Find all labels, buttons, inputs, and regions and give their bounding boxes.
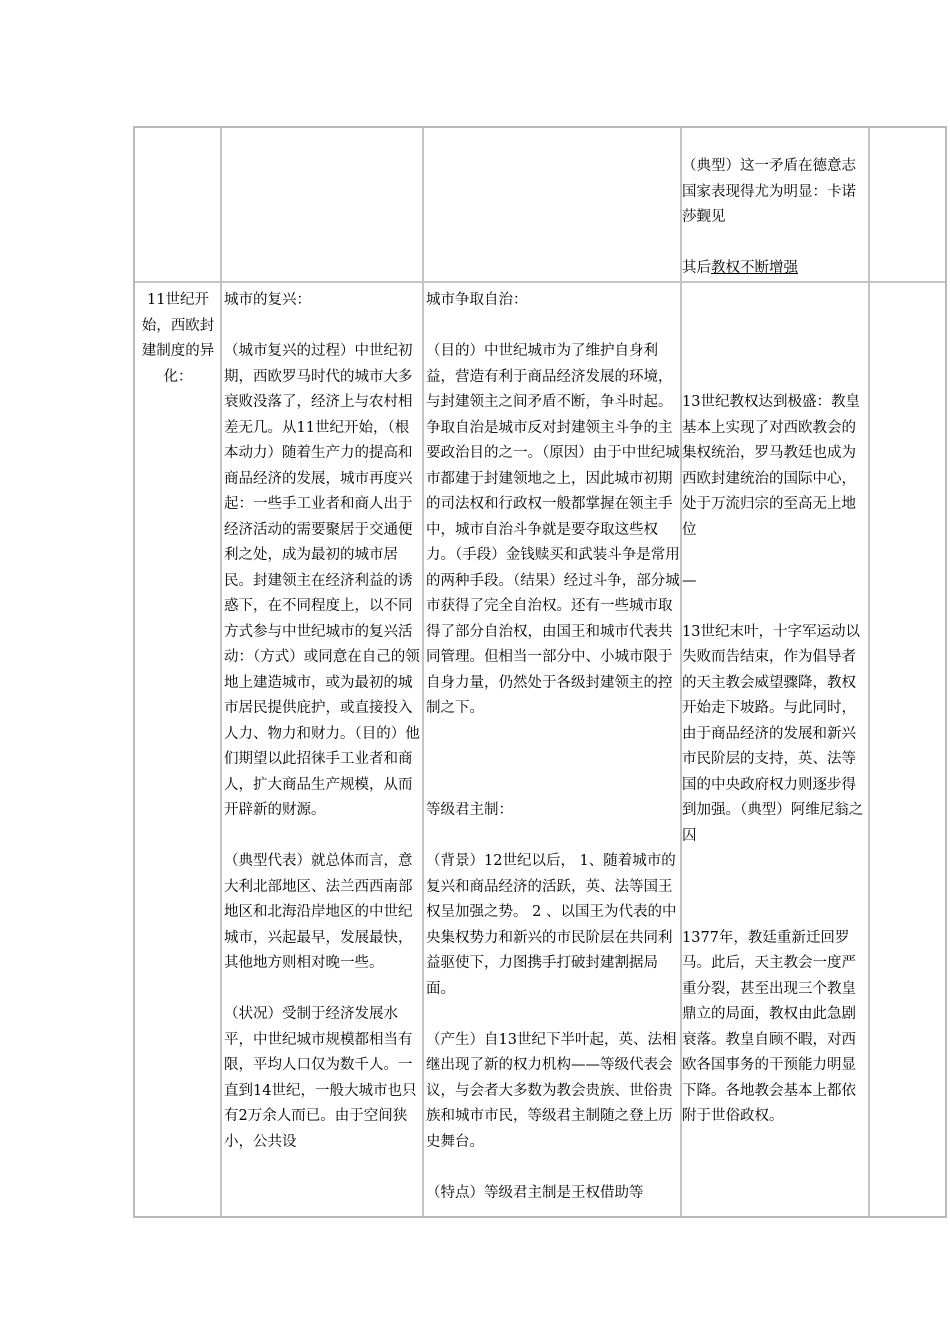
blank-line xyxy=(682,543,868,569)
blank-line xyxy=(426,1002,680,1028)
papal-power-underlined: 教权不断增强 xyxy=(711,260,798,276)
blank-line xyxy=(682,900,868,926)
autonomy-title: 城市争取自治： xyxy=(426,292,528,308)
estates-monarchy-feature: （特点）等级君主制是王权借助等 xyxy=(426,1184,644,1201)
canossa-text: （典型）这一矛盾在德意志国家表现得尤为明显：卡诺莎觐见 xyxy=(682,158,856,225)
row2-col2-cell xyxy=(224,288,422,1214)
blank-line xyxy=(426,1155,680,1181)
blank-line xyxy=(426,314,680,340)
blank-line xyxy=(682,339,868,365)
blank-line xyxy=(682,288,868,314)
blank-line xyxy=(224,314,422,340)
column-divider xyxy=(220,128,222,1216)
blank-line xyxy=(682,231,868,257)
city-revival-typical: （典型代表）就总体而言，意大利北部地区、法兰西西南部地区和北海沿岸地区的中世纪城市，兴起最早，发展最快，其他地方则相对晚一些。 xyxy=(224,853,413,971)
column-divider xyxy=(868,128,870,1216)
column-divider xyxy=(422,128,424,1216)
blank-line xyxy=(682,365,868,391)
schism-text: 1377年，教廷重新迁回罗马。此后，天主教会一度严重分裂，甚至出现三个教皇鼎立的局面，教权由此急剧衰落。教皇自顾不暇，对西欧各国事务的干预能力明显下降。各地教会基本上都依附于世俗政权。 xyxy=(682,929,856,1124)
estates-monarchy-background: （背景）12世纪以后， 1、随着城市的复兴和商品经济的活跃，英、法等国王权呈加强之势。 2 、以国王为代表的中央集权势力和新兴的市民阶层在共同利益驱使下，力图携手打破封建割据局面。 xyxy=(426,853,677,997)
blank-line xyxy=(682,314,868,340)
blank-line xyxy=(682,875,868,901)
papal-peak-text: 13世纪教权达到极盛：教皇基本上实现了对西欧教会的集权统治，罗马教廷也成为西欧封建统治的国际中心，处于万流归宗的至高无上地位 xyxy=(682,394,860,538)
row1-col4-cell xyxy=(682,154,868,282)
history-table xyxy=(133,126,947,1218)
row2-col1-cell xyxy=(137,288,219,390)
blank-line xyxy=(426,824,680,850)
city-revival-title: 城市的复兴： xyxy=(224,292,311,308)
papal-decline-text: 13世纪末叶，十字军运动以失败而告结束，作为倡导者的天主教会威望骤降，教权开始走下坡路。与此同时，由于商品经济的发展和新兴市民阶层的支持，英、法等国的中央政府权力则逐步得到加强。（典型）阿维尼翁之囚 xyxy=(682,623,864,844)
blank-line xyxy=(224,824,422,850)
blank-line xyxy=(426,773,680,799)
period-heading: 11世纪开始，西欧封建制度的异化： xyxy=(141,292,215,385)
blank-line xyxy=(682,594,868,620)
dash-separator: — xyxy=(682,572,697,589)
city-revival-status: （状况）受制于经济发展水平，中世纪城市规模都相当有限，平均人口仅为数千人。一直到14世纪，一般大城市也只有2万余人而已。由于空间狭小，公共设 xyxy=(224,1006,417,1150)
blank-line xyxy=(682,849,868,875)
estates-monarchy-title: 等级君主制： xyxy=(426,802,513,818)
papal-power-text: 其后教权不断增强 xyxy=(682,260,798,276)
row2-col3-cell xyxy=(426,288,680,1214)
estates-monarchy-origin: （产生）自13世纪下半叶起，英、法相继出现了新的权力机构——等级代表会议，与会者大多数为教会贵族、世俗贵族和城市市民，等级君主制随之登上历史舞台。 xyxy=(426,1031,677,1150)
blank-line xyxy=(426,747,680,773)
blank-line xyxy=(224,977,422,1003)
city-revival-process: （城市复兴的过程）中世纪初期，西欧罗马时代的城市大多衰败没落了，经济上与农村相差无几。从11世纪开始，（根本动力）随着生产力的提高和商品经济的发展，城市再度兴起：一些手工业者和商人出于经济活动的需要聚居于交通便利之处，成为最初的城市居民。封建领主在经济利益的诱惑下，在不同程度上，以不同方式参与中世纪城市的复兴活动：（方式）或同意在自己的领地上建造城市，或为最初的城市居民提供庇护，或直接投入人力、物力和财力。（目的）他们期望以此招徕手工业者和商人，扩大商品生产规模，从而开辟新的财源。 xyxy=(224,343,420,818)
autonomy-text: （目的）中世纪城市为了维护自身利益，营造有利于商品经济发展的环境，与封建领主之间矛盾不断，争斗时起。争取自治是城市反对封建领主斗争的主要政治目的之一。（原因）由于中世纪城市都建于封建领地之上，因此城市初期的司法权和行政权一般都掌握在领主手中，城市自治斗争就是要夺取这些权力。（手段）金钱赎买和武装斗争是常用的两种手段。（结果）经过斗争，部分城市获得了完全自治权。还有一些城市取得了部分自治权，由国王和城市代表共同管理。但相当一部分中、小城市限于自身力量，仍然处于各级封建领主的控制之下。 xyxy=(426,343,680,716)
row2-col4-cell xyxy=(682,288,868,1214)
blank-line xyxy=(426,722,680,748)
